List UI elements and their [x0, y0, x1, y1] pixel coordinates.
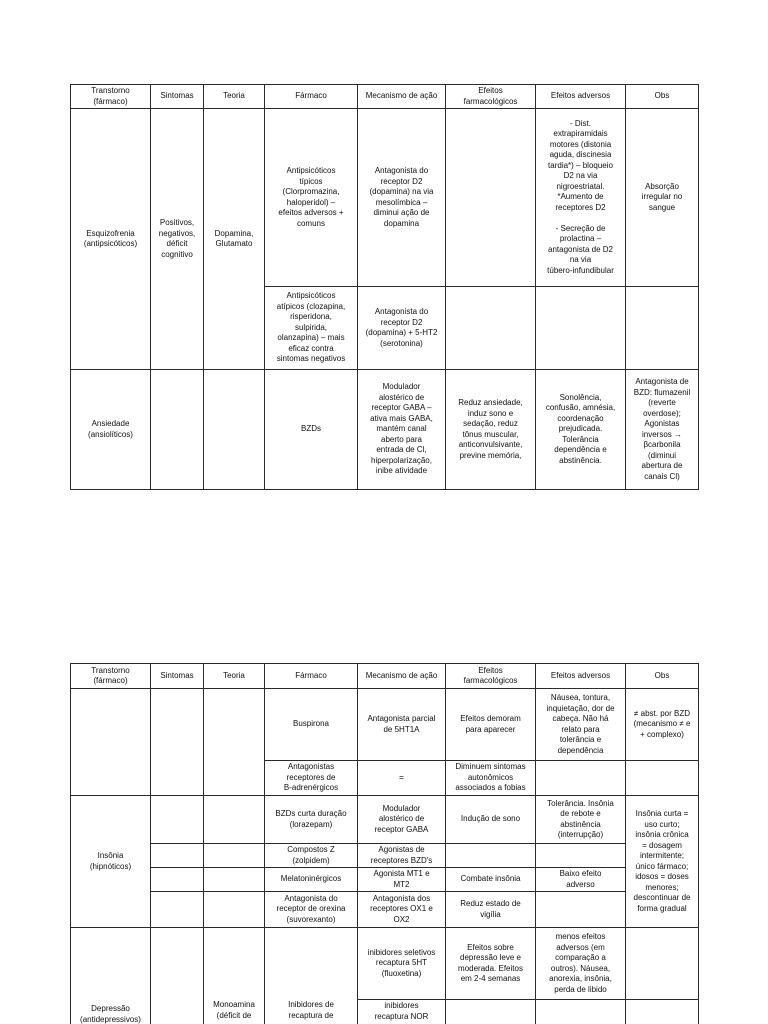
header-efeitos-farmacologicos: Efeitos farmacológicos — [446, 85, 536, 109]
cell-mecanismo-atipicos: Antagonista do receptor D2 (dopamina) + 5-HT2 (serotonina) — [358, 287, 446, 370]
cell-empty — [536, 1000, 626, 1024]
cell-empty — [151, 844, 204, 868]
cell-empty — [151, 868, 204, 892]
cell-efeitos-adversos-tipicos: - Dist. extrapiramidais motores (distonia aguda, discinesia tardia*) – bloqueio D2 na via nigroestriatal. *Aumento de receptores D2 - Secreção de prolactina – antagonista de D2 na via túbero-infundibular — [536, 109, 626, 287]
cell-mecanismo-isrs: inibidores seletivos recaptura 5HT (fluoxetina) — [358, 928, 446, 1000]
cell-efeitos-farmacologicos-bzds-curta: Indução de sono — [446, 796, 536, 844]
cell-mecanismo-buspirona: Antagonista parcial de 5HT1A — [358, 689, 446, 761]
cell-empty — [536, 892, 626, 928]
header-transtorno: Transtorno (fármaco) — [71, 85, 151, 109]
cell-empty — [536, 844, 626, 868]
cell-farmaco-bzds: BZDs — [265, 370, 358, 490]
header-transtorno: Transtorno (fármaco) — [71, 664, 151, 689]
cell-transtorno-insonia: Insônia (hipnóticos) — [71, 796, 151, 928]
cell-farmaco-atipicos: Antipsicóticos atípicos (clozapina, risperidona, sulpirida, olanzapina) – mais eficaz contra sintomas negativos — [265, 287, 358, 370]
cell-mecanismo-bzds-curta: Modulador alostérico de receptor GABA — [358, 796, 446, 844]
cell-obs-tipicos: Absorção irregular no sangue — [626, 109, 699, 287]
header-efeitos-adversos: Efeitos adversos — [536, 85, 626, 109]
cell-empty — [151, 892, 204, 928]
cell-efeitos-farmacologicos-isrs: Efeitos sobre depressão leve e moderada. Efeitos em 2-4 semanas — [446, 928, 536, 1000]
table-row — [71, 892, 699, 928]
table-row — [71, 796, 699, 844]
cell-empty — [446, 1000, 536, 1024]
cell-obs-bzds: Antagonista de BZD: flumazenil (reverte overdose); Agonistas inversos → βcarbonila (diminui abertura de canais Cl) — [626, 370, 699, 490]
cell-efeitos-farmacologicos-orexina: Reduz estado de vigília — [446, 892, 536, 928]
cell-empty — [626, 928, 699, 1000]
cell-farmaco-inibidores-recaptura: Inibidores de recaptura de — [265, 928, 358, 1024]
cell-efeitos-farmacologicos-beta-adrenergicos: Diminuem sintomas autonômicos associados a fobias — [446, 761, 536, 796]
cell-empty — [626, 1000, 699, 1024]
cell-transtorno-ansiedade: Ansiedade (ansiolíticos) — [71, 370, 151, 490]
cell-efeitos-farmacologicos-bzds: Reduz ansiedade, induz sono e sedação, reduz tônus muscular, anticonvulsivante, previne memória, — [446, 370, 536, 490]
cell-farmaco-melatoninergicos: Melatoninérgicos — [265, 868, 358, 892]
header-farmaco: Fármaco — [265, 85, 358, 109]
cell-obs-insonia: Insônia curta = uso curto; insônia crônica = dosagem intermitente; único fármaco; idosos = doses menores; descontinuar de forma gradual — [626, 796, 699, 928]
cell-efeitos-farmacologicos-buspirona: Efeitos demoram para aparecer — [446, 689, 536, 761]
cell-empty — [204, 689, 265, 796]
cell-teoria-esquizofrenia: Dopamina, Glutamato — [204, 109, 265, 370]
header-teoria: Teoria — [204, 85, 265, 109]
cell-transtorno-depressao: Depressão (antidepressivos) — [71, 928, 151, 1024]
cell-farmaco-buspirona: Buspirona — [265, 689, 358, 761]
cell-empty — [204, 844, 265, 868]
header-obs: Obs — [626, 85, 699, 109]
cell-mecanismo-tipicos: Antagonista do receptor D2 (dopamina) na via mesolímbica – diminui ação de dopamina — [358, 109, 446, 287]
cell-mecanismo-bzds: Modulador alostérico de receptor GABA – ativa mais GABA, mantém canal aberto para entrada de Cl, hiperpolarização, inibe atividade — [358, 370, 446, 490]
cell-empty — [204, 892, 265, 928]
header-sintomas: Sintomas — [151, 664, 204, 689]
cell-transtorno-esquizofrenia: Esquizofrenia (antipsicóticos) — [71, 109, 151, 370]
header-efeitos-farmacologicos: Efeitos farmacológicos — [446, 664, 536, 689]
pharmacology-table-2 — [70, 663, 699, 1024]
header-farmaco: Fármaco — [265, 664, 358, 689]
cell-farmaco-compostos-z: Compostos Z (zolpidem) — [265, 844, 358, 868]
cell-mecanismo-compostos-z: Agonistas de receptores BZD's — [358, 844, 446, 868]
header-teoria: Teoria — [204, 664, 265, 689]
cell-mecanismo-melatoninergicos: Agonista MT1 e MT2 — [358, 868, 446, 892]
cell-efeitos-adversos-isrs: menos efeitos adversos (em comparação a outros). Náusea, anorexia, insônia, perda de libido — [536, 928, 626, 1000]
cell-empty — [204, 796, 265, 844]
header-obs: Obs — [626, 664, 699, 689]
table-row — [71, 868, 699, 892]
cell-efeitos-adversos-bzds-curta: Tolerância. Insônia de rebote e abstinência (interrupção) — [536, 796, 626, 844]
cell-efeitos-adversos-bzds: Sonolência, confusão, amnésia, coordenação prejudicada. Tolerância dependência e abstinência. — [536, 370, 626, 490]
table-row — [71, 689, 699, 761]
cell-farmaco-bzds-curta: BZDs curta duração (lorazepam) — [265, 796, 358, 844]
cell-efeitos-farmacologicos-melatoninergicos: Combate insônia — [446, 868, 536, 892]
header-mecanismo: Mecanismo de ação — [358, 85, 446, 109]
header-efeitos-adversos: Efeitos adversos — [536, 664, 626, 689]
cell-empty — [536, 761, 626, 796]
cell-empty — [204, 868, 265, 892]
cell-empty — [151, 928, 204, 1024]
cell-efeitos-adversos-melatoninergicos: Baixo efeito adverso — [536, 868, 626, 892]
cell-mecanismo-orexina: Antagonista dos receptores OX1 e OX2 — [358, 892, 446, 928]
cell-empty — [626, 761, 699, 796]
cell-teoria-depressao: Monoamina (déficit de — [204, 928, 265, 1024]
cell-farmaco-beta-adrenergicos: Antagonistas receptores de B-adrenérgicos — [265, 761, 358, 796]
cell-mecanismo-nor: inibidores recaptura NOR — [358, 1000, 446, 1024]
cell-farmaco-orexina: Antagonista do receptor de orexina (suvorexanto) — [265, 892, 358, 928]
cell-obs-buspirona: ≠ abst. por BZD (mecanismo ≠ e + complexo) — [626, 689, 699, 761]
table-header-row — [71, 664, 699, 689]
cell-mecanismo-beta-adrenergicos: = — [358, 761, 446, 796]
table-row — [71, 844, 699, 868]
cell-sintomas-esquizofrenia: Positivos, negativos, déficit cognitivo — [151, 109, 204, 370]
cell-empty — [446, 844, 536, 868]
cell-empty — [71, 689, 151, 796]
header-mecanismo: Mecanismo de ação — [358, 664, 446, 689]
cell-empty — [151, 689, 204, 796]
cell-empty — [151, 796, 204, 844]
table-row — [71, 928, 699, 1000]
cell-efeitos-adversos-buspirona: Náusea, tontura, inquietação, dor de cabeça. Não há relato para tolerância e dependência — [536, 689, 626, 761]
header-sintomas: Sintomas — [151, 85, 204, 109]
cell-farmaco-tipicos: Antipsicóticos típicos (Clorpromazina, haloperidol) – efeitos adversos + comuns — [265, 109, 358, 287]
